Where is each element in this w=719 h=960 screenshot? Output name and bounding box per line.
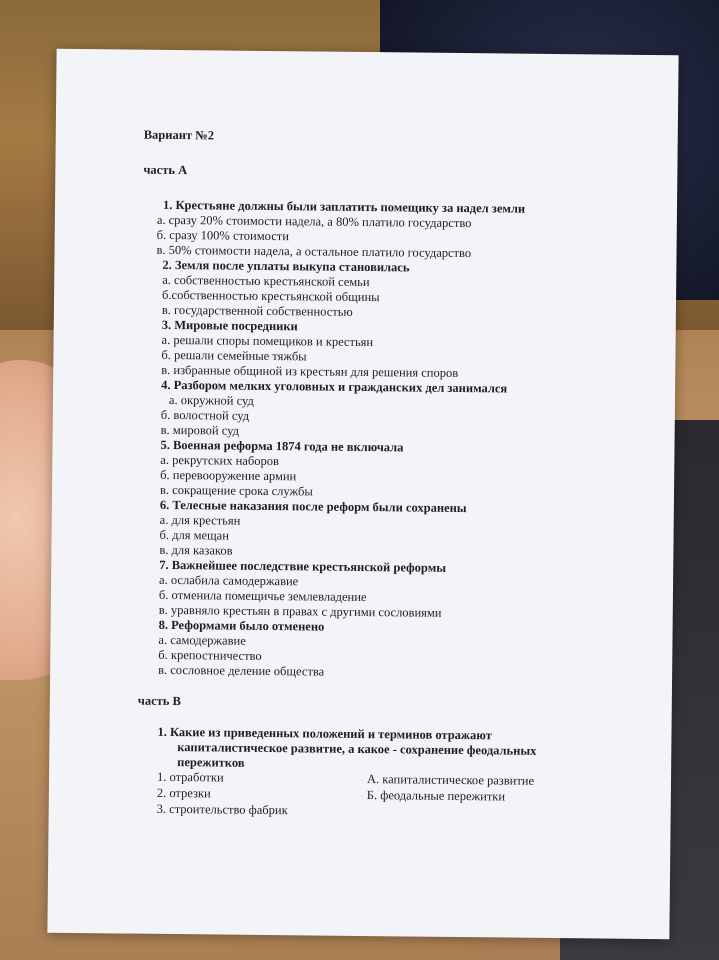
question-8-option-c: в. сословное деление общества: [158, 662, 325, 679]
term-2: 2. отрезки: [156, 785, 211, 801]
question-1-option-c: в. 50% стоимости надела, а остальное платило государство: [156, 242, 472, 261]
question-b1-title: [157, 725, 607, 775]
part-b-heading: часть В: [137, 693, 181, 709]
question-5-title: 5. Военная реформа 1874 года не включала: [160, 437, 404, 455]
question-b1-title-line-2: капиталистическое развитие, а какое - сохранение феодальных: [177, 740, 537, 758]
term-3: 3. строительство фабрик: [156, 801, 288, 818]
question-3-option-a: а. решали споры помещиков и крестьян: [161, 332, 374, 350]
question-2-title: 2. Земля после уплаты выкупа становилась: [162, 257, 410, 275]
question-4-title: 4. Разбором мелких уголовных и гражданских дел занимался: [161, 377, 508, 396]
question-2-option-b: б.собственностью крестьянской общины: [162, 287, 380, 305]
question-b1-title-line-3: пережитков: [177, 755, 245, 770]
matching-row: [157, 802, 607, 823]
question-8-option-b: б. крепостничество: [158, 647, 262, 663]
question-8-title: 8. Реформами было отменено: [158, 617, 325, 634]
question-2-option-c: в. государственной собственностью: [161, 302, 353, 319]
question-6-option-c: в. для казаков: [159, 542, 233, 558]
category-a: А. капиталистическое развитие: [366, 772, 535, 788]
question-1-option-b: б. сразу 100% стоимости: [156, 227, 290, 244]
question-5-option-b: б. перевооружение армии: [160, 467, 297, 484]
question-7-title: 7. Важнейшее последствие крестьянской реформы: [159, 557, 447, 575]
variant-title: Вариант №2: [143, 127, 215, 143]
question-6-option-b: б. для мещан: [159, 527, 230, 543]
question-7-option-c: в. уравняло крестьян в правах с другими сословиями: [158, 602, 442, 620]
question-7-option-b: б. отменила помещичье землевладение: [158, 587, 367, 605]
question-1-title: 1. Крестьяне должны были заплатить помещику за надел земли: [162, 197, 526, 216]
question-5-option-a: а. рекрутских наборов: [160, 452, 279, 469]
part-a-heading: часть А: [143, 162, 188, 178]
question-b1-title-line-1: 1. Какие из приведенных положений и терминов отражают: [157, 724, 492, 743]
term-1: 1. отработки: [156, 769, 224, 785]
question-6-title: 6. Телесные наказания после реформ были сохранены: [159, 497, 467, 516]
category-b: Б. феодальные пережитки: [366, 788, 506, 804]
question-4-option-c: в. мировой суд: [160, 422, 240, 438]
question-4-option-b: б. волостной суд: [160, 407, 250, 423]
question-4-option-a: а. окружной суд: [168, 392, 254, 408]
question-3-option-c: в. избранные общиной из крестьян для решения споров: [161, 362, 459, 380]
question-8-option-a: а. самодержавие: [158, 632, 246, 648]
sheet-content: [137, 128, 614, 823]
question-7-option-a: а. ослабила самодержавие: [159, 572, 299, 589]
question-1-option-a: а. сразу 20% стоимости надела, а 80% платило государство: [156, 212, 472, 231]
question-3-title: 3. Мировые посредники: [161, 317, 298, 334]
question-6-option-a: а. для крестьян: [159, 512, 241, 528]
question-2-option-a: а. собственностью крестьянской семьи: [162, 272, 370, 290]
matching-table: [157, 770, 607, 823]
question-5-option-c: в. сокращение срока службы: [159, 482, 313, 499]
question-3-option-b: б. решали семейные тяжбы: [161, 347, 307, 364]
test-sheet: [47, 49, 678, 939]
